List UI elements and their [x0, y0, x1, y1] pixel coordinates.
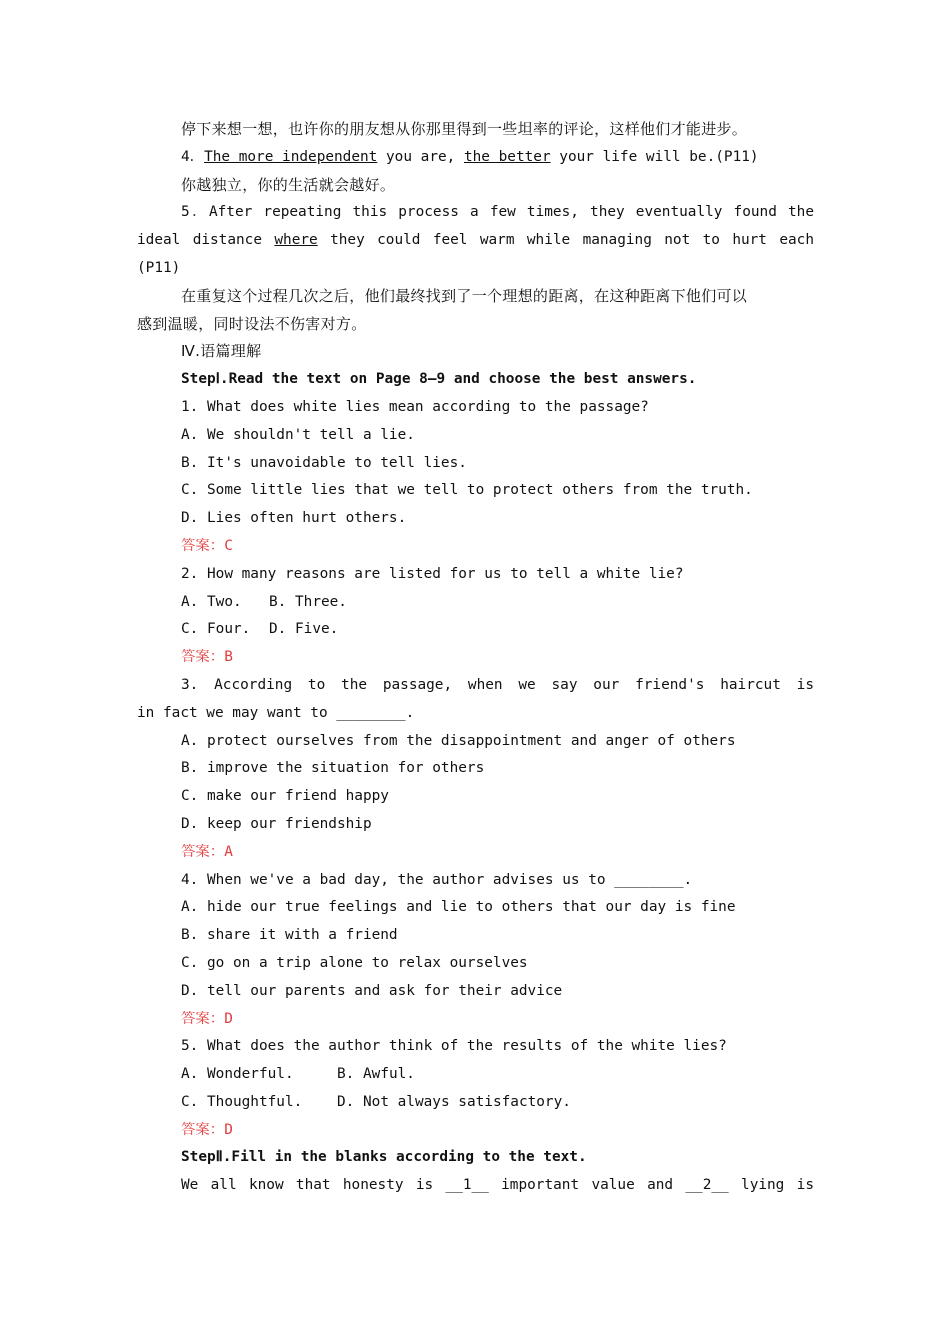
answer: 答案：A — [181, 843, 233, 860]
step-heading: StepⅠ.Read the text on Page 8—9 and choose the best answers. — [181, 371, 697, 388]
sentence-5-line1: 5．After repeating this process a few times, they eventually found the — [181, 204, 814, 221]
blank-2[interactable]: __2__ — [685, 1177, 729, 1194]
option-row — [137, 1089, 814, 1117]
option: A. hide our true feelings and lie to others that our day is fine — [181, 899, 736, 916]
option: B. share it with a friend — [181, 927, 398, 944]
answer: 答案：C — [181, 537, 233, 554]
question: 1. What does white lies mean according to the passage? — [181, 398, 649, 415]
option: D. Five. — [269, 621, 339, 638]
underlined-phrase: The more independent — [204, 148, 378, 165]
option: C. make our friend happy — [181, 788, 389, 805]
option: D. Not always satisfactory. — [337, 1093, 571, 1110]
option: D. Lies often hurt others. — [181, 510, 407, 527]
translation-line: 感到温暖，同时设法不伤害对方。 — [137, 314, 367, 333]
question: 2. How many reasons are listed for us to tell a white lie? — [181, 565, 684, 582]
option: C. Thoughtful. — [181, 1093, 303, 1110]
option: B. improve the situation for others — [181, 760, 485, 777]
option: D. keep our friendship — [181, 815, 372, 832]
answer: 答案：B — [181, 649, 233, 666]
answer: 答案：D — [181, 1121, 233, 1138]
option: D. tell our parents and ask for their advice — [181, 982, 563, 999]
blank-1[interactable]: __1__ — [445, 1177, 489, 1194]
option: B. Awful. — [337, 1066, 415, 1083]
question-cont: in fact we may want to ________. — [137, 704, 415, 721]
step-heading: StepⅡ.Fill in the blanks according to the text. — [181, 1149, 587, 1166]
translation-line: 停下来想一想，也许你的朋友想从你那里得到一些坦率的评论，这样他们才能进步。 — [181, 120, 748, 138]
option: B. It's unavoidable to tell lies. — [181, 454, 467, 471]
sentence-4: 4．The more independent you are, the better your life will be.(P11) — [181, 148, 759, 165]
option: A. protect ourselves from the disappointment and anger of others — [181, 732, 736, 749]
option: A. Two. — [181, 593, 242, 610]
question: 5. What does the author think of the results of the white lies? — [181, 1038, 727, 1055]
option-row — [137, 589, 814, 617]
translation-line: 你越独立，你的生活就会越好。 — [181, 175, 396, 194]
option: B. Three. — [269, 593, 347, 610]
option: C. Four. — [181, 621, 251, 638]
option: A. Wonderful. — [181, 1066, 294, 1083]
section-heading: Ⅳ.语篇理解 — [181, 342, 262, 361]
sentence-5-line2: ideal distance where they could feel warm while managing not to hurt each — [137, 232, 814, 249]
translation-line: 在重复这个过程几次之后，他们最终找到了一个理想的距离，在这种距离下他们可以 — [181, 286, 748, 305]
document-page — [137, 116, 814, 1200]
answer: 答案：D — [181, 1010, 233, 1027]
underlined-phrase: the better — [463, 148, 551, 165]
option: C. Some little lies that we tell to protect others from the truth. — [181, 482, 753, 499]
option: A. We shouldn't tell a lie. — [181, 426, 415, 443]
page-reference: (P11) — [137, 259, 181, 276]
option: C. go on a trip alone to relax ourselves — [181, 954, 528, 971]
fill-blank-line: We all know that honesty is __1__ important value and __2__ lying is — [137, 1172, 814, 1200]
question: 4. When we've a bad day, the author advises us to ________. — [181, 871, 693, 888]
question: 3. According to the passage, when we say our friend's haircut is — [181, 676, 814, 693]
option-row — [137, 616, 814, 644]
option-row — [137, 1061, 814, 1089]
underlined-word: where — [274, 232, 318, 249]
